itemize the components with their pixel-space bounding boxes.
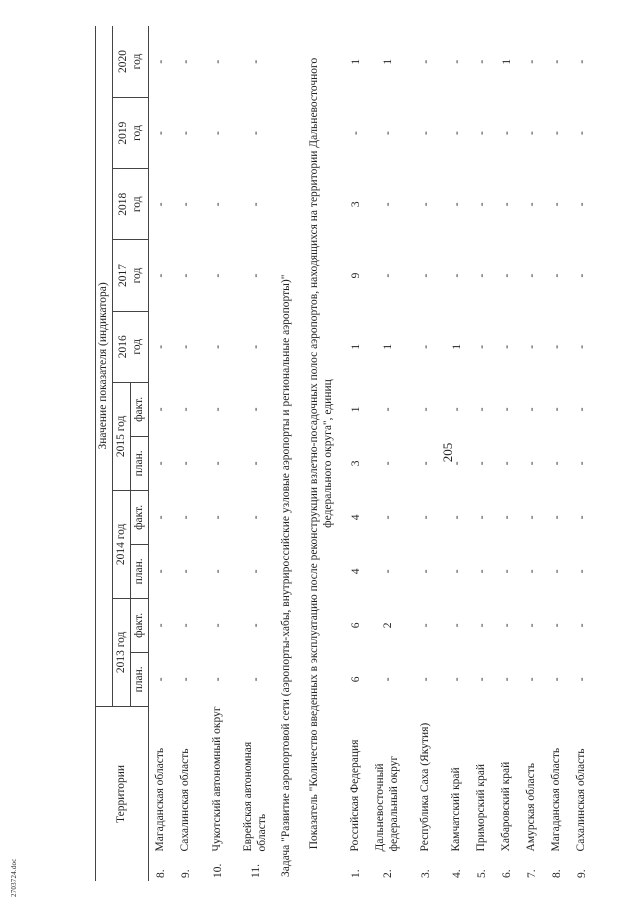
- row-number: 3.: [419, 869, 432, 878]
- task-heading: Задача "Развитие аэропортовой сети (аэропорты-хабы, внутрироссийские узловые аэропорты и региональные аэропорты)": [280, 274, 293, 877]
- value-cell: -: [576, 461, 588, 466]
- territory-name: Еврейская автономная область: [241, 741, 268, 852]
- value-cell: -: [211, 202, 224, 207]
- value-cell: -: [180, 677, 192, 682]
- value-cell: -: [350, 131, 362, 135]
- table-row: [495, 26, 520, 881]
- value-cell: -: [381, 202, 394, 207]
- row-number: 9.: [180, 869, 192, 878]
- header-year-2015: 2015 год: [113, 382, 131, 490]
- header-fact: факт.: [131, 598, 149, 652]
- value-cell: -: [551, 407, 563, 412]
- value-cell: -: [526, 461, 538, 466]
- value-cell: -: [180, 273, 192, 278]
- table-row: [174, 26, 199, 881]
- header-year-2017: 2017 год: [113, 240, 149, 311]
- row-number: 6.: [501, 869, 513, 878]
- territory-name: Хабаровский край: [500, 761, 513, 852]
- value-cell: -: [180, 569, 192, 574]
- territory-name: Амурская область: [525, 763, 538, 852]
- value-cell: -: [476, 569, 488, 574]
- header-territory: Территории: [96, 706, 149, 881]
- table-row: [369, 26, 407, 881]
- value-cell: -: [419, 407, 432, 412]
- value-cell: -: [451, 677, 463, 682]
- header-year-2018: 2018 год: [113, 169, 149, 240]
- header-plan: план.: [131, 436, 149, 490]
- value-cell: -: [249, 59, 262, 64]
- territory-name: Магаданская область: [154, 747, 167, 852]
- table-row: [470, 26, 495, 881]
- value-cell: -: [526, 202, 538, 207]
- value-cell: -: [476, 344, 488, 349]
- value-cell: 1: [381, 343, 394, 350]
- territory-name: Сахалинская область: [179, 748, 192, 852]
- value-cell: -: [419, 344, 432, 349]
- row-number: 5.: [476, 869, 488, 878]
- row-number: 1.: [350, 869, 362, 878]
- value-cell: -: [501, 131, 513, 135]
- value-cell: -: [155, 623, 168, 628]
- value-cell: -: [180, 202, 192, 207]
- header-year-2016: 2016 год: [113, 311, 149, 382]
- value-cell: -: [576, 515, 588, 520]
- value-cell: -: [249, 623, 262, 628]
- value-cell: -: [551, 59, 563, 64]
- value-cell: 6: [350, 676, 362, 683]
- value-cell: -: [551, 131, 563, 135]
- table-row: [570, 26, 595, 881]
- value-cell: 4: [350, 568, 362, 575]
- value-cell: -: [180, 344, 192, 349]
- value-cell: -: [419, 273, 432, 278]
- value-cell: 1: [350, 406, 362, 413]
- value-cell: -: [249, 461, 262, 466]
- value-cell: 1: [381, 58, 394, 65]
- value-cell: -: [501, 515, 513, 520]
- value-cell: -: [419, 623, 432, 628]
- value-cell: -: [551, 344, 563, 349]
- task-section: [275, 26, 344, 881]
- header-plan: план.: [131, 544, 149, 598]
- value-cell: -: [211, 569, 224, 574]
- header-year-2014: 2014 год: [113, 490, 131, 598]
- header-year-2019: 2019 год: [113, 97, 149, 168]
- value-cell: -: [249, 344, 262, 349]
- value-cell: 9: [350, 272, 362, 279]
- indicator-table: [95, 26, 595, 881]
- value-cell: -: [451, 515, 463, 520]
- value-cell: 1: [501, 58, 513, 65]
- table-body-section-a: [149, 26, 275, 881]
- value-cell: -: [476, 407, 488, 412]
- value-cell: -: [451, 59, 463, 64]
- value-cell: -: [381, 407, 394, 412]
- value-cell: -: [526, 273, 538, 278]
- table-body-section-b: [344, 26, 595, 881]
- header-plan: план.: [131, 652, 149, 706]
- value-cell: 1: [350, 58, 362, 65]
- value-cell: -: [476, 273, 488, 278]
- table-header: [96, 26, 149, 881]
- value-cell: -: [576, 569, 588, 574]
- value-cell: -: [419, 202, 432, 207]
- territory-name: Республика Саха (Якутия): [418, 722, 431, 852]
- value-cell: -: [419, 461, 432, 466]
- value-cell: -: [180, 515, 192, 520]
- territory-name: Сахалинская область: [575, 748, 588, 852]
- table-row: [545, 26, 570, 881]
- value-cell: -: [211, 407, 224, 412]
- value-cell: -: [501, 202, 513, 207]
- value-cell: -: [576, 344, 588, 349]
- value-cell: -: [419, 569, 432, 574]
- row-number: 9.: [576, 869, 588, 878]
- value-cell: 3: [350, 201, 362, 208]
- value-cell: -: [476, 461, 488, 466]
- value-cell: -: [211, 131, 224, 135]
- row-number: 8.: [551, 869, 563, 878]
- value-cell: -: [526, 623, 538, 628]
- value-cell: -: [451, 273, 463, 278]
- value-cell: -: [501, 461, 513, 466]
- value-cell: -: [381, 677, 394, 682]
- value-cell: -: [526, 407, 538, 412]
- value-cell: -: [211, 273, 224, 278]
- value-cell: -: [381, 461, 394, 466]
- value-cell: -: [526, 59, 538, 64]
- territory-name: Приморский край: [475, 763, 488, 852]
- value-cell: -: [155, 569, 168, 574]
- value-cell: -: [551, 623, 563, 628]
- value-cell: 2: [381, 622, 394, 629]
- value-cell: -: [211, 515, 224, 520]
- value-cell: -: [155, 59, 168, 64]
- value-cell: -: [180, 623, 192, 628]
- value-cell: -: [249, 131, 262, 135]
- value-cell: -: [419, 677, 432, 682]
- value-cell: -: [381, 273, 394, 278]
- document-id: 2703724.doc: [10, 858, 18, 897]
- value-cell: -: [551, 569, 563, 574]
- value-cell: -: [526, 677, 538, 682]
- table-row: [344, 26, 369, 881]
- row-number: 11.: [249, 864, 262, 878]
- value-cell: -: [249, 407, 262, 412]
- value-cell: 4: [350, 514, 362, 521]
- value-cell: -: [526, 515, 538, 520]
- row-number: 2.: [381, 869, 394, 878]
- value-cell: -: [249, 569, 262, 574]
- value-cell: -: [211, 461, 224, 466]
- value-cell: -: [211, 344, 224, 349]
- value-cell: -: [501, 569, 513, 574]
- value-cell: -: [211, 59, 224, 64]
- value-cell: -: [155, 202, 168, 207]
- value-cell: -: [180, 131, 192, 135]
- value-cell: -: [381, 569, 394, 574]
- value-cell: -: [501, 677, 513, 682]
- row-number: 7.: [526, 869, 538, 878]
- value-cell: -: [249, 273, 262, 278]
- value-cell: -: [451, 407, 463, 412]
- table-row: [445, 26, 470, 881]
- value-cell: -: [551, 461, 563, 466]
- value-cell: 3: [350, 460, 362, 467]
- value-cell: -: [180, 407, 192, 412]
- value-cell: -: [551, 273, 563, 278]
- value-cell: -: [476, 677, 488, 682]
- value-cell: -: [180, 59, 192, 64]
- value-cell: -: [155, 461, 168, 466]
- value-cell: -: [211, 677, 224, 682]
- value-cell: -: [501, 273, 513, 278]
- value-cell: -: [551, 677, 563, 682]
- row-number: 8.: [155, 869, 168, 878]
- value-cell: -: [576, 623, 588, 628]
- value-cell: -: [381, 131, 394, 135]
- value-cell: -: [501, 344, 513, 349]
- value-cell: -: [451, 623, 463, 628]
- value-cell: -: [381, 515, 394, 520]
- table-row: [237, 26, 275, 881]
- value-cell: -: [576, 407, 588, 412]
- value-cell: -: [576, 59, 588, 64]
- value-cell: -: [476, 59, 488, 64]
- value-cell: -: [526, 344, 538, 349]
- value-cell: -: [576, 677, 588, 682]
- territory-name: Дальневосточный федеральный округ: [373, 755, 400, 852]
- value-cell: -: [476, 623, 488, 628]
- value-cell: -: [551, 515, 563, 520]
- value-cell: -: [155, 515, 168, 520]
- value-cell: -: [419, 131, 432, 135]
- value-cell: -: [576, 131, 588, 135]
- territory-name: Чукотский автономный округ: [210, 706, 223, 852]
- header-fact: факт.: [131, 490, 149, 544]
- value-cell: -: [451, 202, 463, 207]
- value-cell: -: [526, 131, 538, 135]
- value-cell: -: [451, 569, 463, 574]
- territory-name: Российская Федерация: [349, 739, 362, 852]
- value-cell: -: [526, 569, 538, 574]
- value-cell: -: [249, 515, 262, 520]
- value-cell: 6: [350, 622, 362, 629]
- value-cell: -: [476, 131, 488, 135]
- header-indicator-value: Значение показателя (индикатора): [96, 26, 113, 706]
- header-year-2013: 2013 год: [113, 598, 131, 706]
- row-number: 10.: [211, 863, 224, 878]
- value-cell: -: [155, 677, 168, 682]
- value-cell: -: [419, 515, 432, 520]
- value-cell: -: [419, 59, 432, 64]
- row-number: 4.: [451, 869, 463, 878]
- page-number: 205: [440, 442, 455, 463]
- value-cell: -: [155, 344, 168, 349]
- table-row: [199, 26, 237, 881]
- value-cell: -: [451, 131, 463, 135]
- header-year-2020: 2020 год: [113, 26, 149, 97]
- value-cell: -: [155, 273, 168, 278]
- value-cell: -: [155, 407, 168, 412]
- table-row: [407, 26, 445, 881]
- value-cell: -: [576, 202, 588, 207]
- value-cell: -: [551, 202, 563, 207]
- value-cell: 1: [350, 343, 362, 350]
- value-cell: -: [576, 273, 588, 278]
- value-cell: -: [180, 461, 192, 466]
- table-row: [149, 26, 174, 881]
- territory-name: Камчатский край: [450, 767, 463, 852]
- value-cell: -: [211, 623, 224, 628]
- header-fact: факт.: [131, 382, 149, 436]
- territory-name: Магаданская область: [550, 747, 563, 852]
- value-cell: -: [155, 131, 168, 135]
- value-cell: -: [249, 202, 262, 207]
- value-cell: -: [476, 515, 488, 520]
- indicator-heading: Показатель "Количество введенных в эксплуатацию после реконструкции взлетно-посадочных полос аэропортов, находящихся на территории Дальневосточного федерального округа", единиц: [307, 57, 334, 850]
- value-cell: -: [249, 677, 262, 682]
- value-cell: -: [476, 202, 488, 207]
- table-row: [520, 26, 545, 881]
- value-cell: -: [501, 623, 513, 628]
- value-cell: -: [451, 461, 463, 466]
- value-cell: 1: [451, 343, 463, 350]
- value-cell: -: [501, 407, 513, 412]
